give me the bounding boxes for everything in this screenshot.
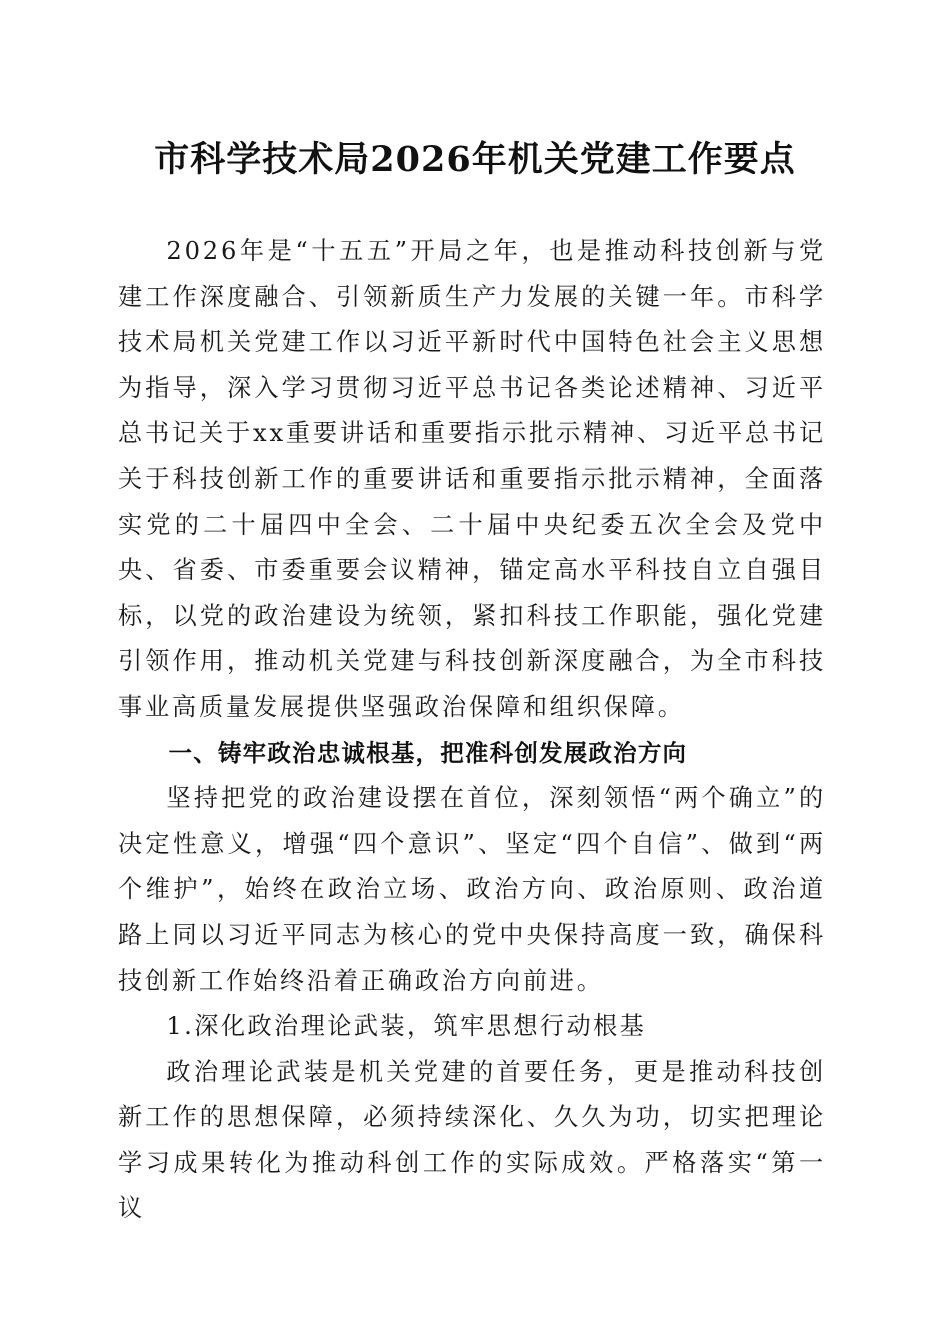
document-body <box>118 229 826 1232</box>
subsection-paragraph: 政治理论武装是机关党建的首要任务，更是推动科技创新工作的思想保障，必须持续深化、久久为功，切实把理论学习成果转化为推动科创工作的实际成效。严格落实“第一议 <box>118 1057 826 1223</box>
intro-paragraph: 2026年是“十五五”开局之年，也是推动科技创新与党建工作深度融合、引领新质生产力发展的关键一年。市科学技术局机关党建工作以习近平新时代中国特色社会主义思想为指导，深入学习贯彻习近平总书记各类论述精神、习近平总书记关于xx重要讲话和重要指示批示精神、习近平总书记关于科技创新工作的重要讲话和重要指示批示精神，全面落实党的二十届四中全会、二十届中央纪委五次全会及党中央、省委、市委重要会议精神，锚定高水平科技自立自强目标，以党的政治建设为统领，紧扣科技工作职能，强化党建引领作用，推动机关党建与科技创新深度融合，为全市科技事业高质量发展提供坚强政治保障和组织保障。 <box>118 237 826 721</box>
section-heading: 一、铸牢政治忠诚根基，把准科创发展政治方向 <box>168 738 688 767</box>
subsection-heading: 1.深化政治理论武装，筑牢思想行动根基 <box>166 1012 647 1041</box>
document-title: 市科学技术局2026年机关党建工作要点 <box>154 139 796 180</box>
section-paragraph: 坚持把党的政治建设摆在首位，深刻领悟“两个确立”的决定性意义，增强“四个意识”、坚定“四个自信”、做到“两个维护”，始终在政治立场、政治方向、政治原则、政治道路上同以习近平同志为核心的党中央保持高度一致，确保科技创新工作始终沿着正确政治方向前进。 <box>118 784 826 995</box>
